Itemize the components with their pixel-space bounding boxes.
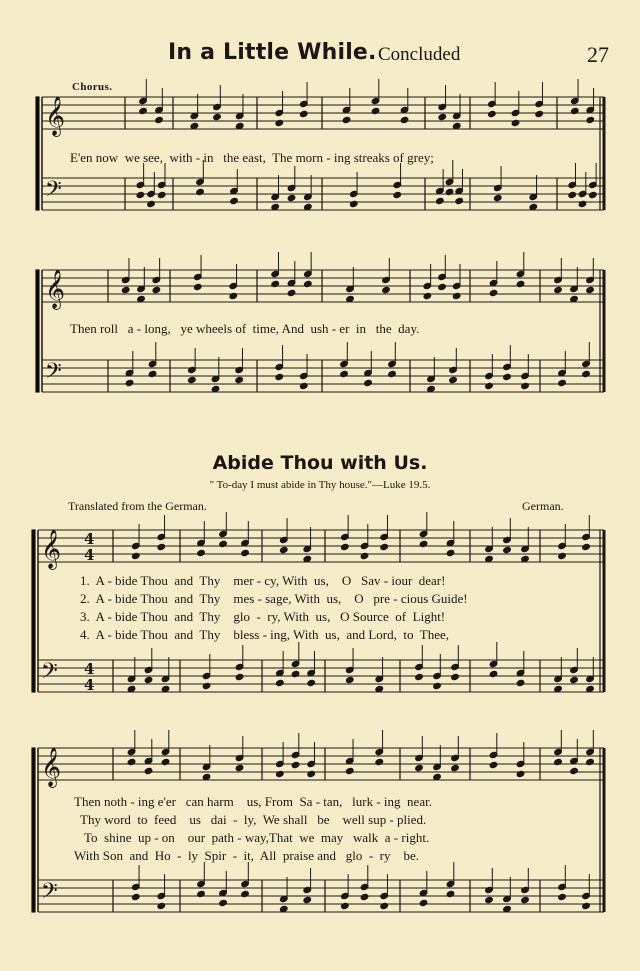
treble-clef-icon: 𝄞 [45,96,66,136]
note-head [196,188,205,195]
note-head [380,902,389,909]
note-head [521,896,530,903]
note-head [188,376,197,383]
note-head [219,540,228,547]
note-head [493,194,502,201]
note-head [241,890,250,897]
note-head [161,758,170,765]
verse-1-line-a: 1. A - bide Thou and Thy mer - cy, With us, O Sav - iour dear! [80,573,446,588]
note-head [271,280,280,287]
note-head [157,902,166,909]
note-head [121,286,130,293]
note-head [341,543,350,550]
page-title: In a Little While. [168,40,377,65]
note-head [489,761,498,768]
note-head [276,770,285,777]
song1-lyrics-line-2: Then roll a - long, ye wheels of time, And ush - er in the day. [70,321,420,336]
note-head [582,370,591,377]
note-head [291,670,300,677]
note-head [423,292,432,299]
note-head [535,110,544,117]
note-head [554,286,563,293]
note-head [419,899,428,906]
verse-4-line-a: 4. A - bide Thou and Thy bless - ing, With us, and Lord, to Thee, [80,627,449,642]
song2-epigraph: " To-day I must abide in Thy house."—Luke 19.5. [209,479,431,491]
note-head [279,546,288,553]
note-head [360,552,369,559]
note-head [415,673,424,680]
note-head [554,758,563,765]
note-head [568,191,577,198]
note-head [345,767,354,774]
note-head [445,188,454,195]
treble-clef-icon: 𝄞 [45,269,66,309]
note-head [304,280,313,287]
verse-3-line-b: To shine up - on our path - way,That we may walk a - right. [84,830,430,845]
concluded-label: Concluded [378,44,461,65]
note-head [275,373,284,380]
note-head [578,200,587,207]
note-head [503,546,512,553]
system-brace [32,530,35,692]
bass-clef-icon: 𝄢 [41,879,58,909]
note-head [303,896,312,903]
note-head [152,286,161,293]
note-head [144,676,153,683]
note-head [586,758,595,765]
note-head [213,113,222,120]
note-head [229,292,238,299]
note-head [360,893,369,900]
verse-2-line-b: Thy word to feed us dai - ly, We shall be well sup - plied. [80,812,427,827]
note-head [342,116,351,123]
note-head [197,549,206,556]
note-head [131,552,140,559]
note-head [516,679,525,686]
note-head [276,679,285,686]
note-head [489,670,498,677]
note-head [235,376,244,383]
verse-2-line-a: 2. A - bide Thou and Thy mes - sage, With us, O pre - cious Guide! [80,591,468,606]
time-signature: 4 [84,676,95,694]
note-head [455,197,464,204]
note-head [419,540,428,547]
note-head [127,758,136,765]
note-head [570,767,579,774]
chorus-label: Chorus. [72,81,113,93]
note-head [341,902,350,909]
note-head [380,543,389,550]
note-head [157,543,166,550]
verse-3-line-a: 3. A - bide Thou and Thy glo - ry, With us, O Source of Light! [80,609,446,624]
note-head [382,286,391,293]
note-head [349,200,358,207]
note-head [157,191,166,198]
note-head [125,379,134,386]
time-signature: 4 [84,546,95,564]
note-head [388,370,397,377]
note-head [589,191,598,198]
note-head [139,107,148,114]
note-head [202,682,211,689]
note-head [586,116,595,123]
note-head [307,679,316,686]
note-head [415,764,424,771]
note-head [299,382,308,389]
note-head [299,110,308,117]
note-head [451,673,460,680]
song1-lyrics-line-1: E'en now we see, with - in the east, The morn - ing streaks of grey; [70,150,434,165]
verse-1-line-b: Then noth - ing e'er can harm us, From Sa - tan, lurk - ing near. [74,794,432,809]
note-head [364,379,373,386]
note-head [489,289,498,296]
note-head [558,893,567,900]
note-head [235,673,244,680]
bass-clef-icon: 𝄢 [41,659,58,689]
note-head [511,119,520,126]
note-head [219,899,228,906]
note-head [375,758,384,765]
note-head [287,194,296,201]
note-head [586,286,595,293]
note-head [230,197,239,204]
treble-clef-icon: 𝄞 [41,529,62,569]
note-head [582,902,591,909]
note-head [582,543,591,550]
note-head [438,113,447,120]
note-head [340,370,349,377]
note-head [485,896,494,903]
note-head [516,770,525,777]
note-head [307,770,316,777]
note-head [438,283,447,290]
note-head [485,382,494,389]
note-head [241,549,250,556]
time-signature: 4 [84,660,95,678]
note-head [433,682,442,689]
note-head [131,893,140,900]
song2-title: Abide Thou with Us. [212,452,428,474]
note-head [345,676,354,683]
note-head [570,107,579,114]
note-head [235,764,244,771]
note-head [371,107,380,114]
note-head [144,767,153,774]
note-head [521,382,530,389]
system-brace [36,97,39,210]
note-head [393,191,402,198]
note-head [193,283,202,290]
note-head [148,370,157,377]
note-head [291,761,300,768]
note-head [449,376,458,383]
note-head [197,890,206,897]
note-head [446,890,455,897]
treble-clef-icon: 𝄞 [41,747,62,787]
bass-clef-icon: 𝄢 [45,359,62,389]
note-head [446,549,455,556]
note-head [400,116,409,123]
note-head [275,119,284,126]
origin-credit: German. [522,499,564,513]
translation-credit: Translated from the German. [68,499,207,513]
note-head [488,110,497,117]
note-head [570,676,579,683]
verse-4-line-b: With Son and Ho - ly Spir - it, All praise and glo - ry be. [74,848,420,863]
note-head [155,116,164,123]
note-head [436,197,445,204]
system-brace [36,270,39,392]
note-head [147,200,156,207]
time-signature: 4 [84,530,95,548]
system-brace [32,748,35,912]
note-head [503,373,512,380]
note-head [287,289,296,296]
note-head [136,191,145,198]
page-number: 27 [587,42,609,67]
note-head [452,292,461,299]
bass-clef-icon: 𝄢 [45,177,62,207]
note-head [558,552,567,559]
note-head [451,764,460,771]
note-head [516,280,525,287]
note-head [558,379,567,386]
